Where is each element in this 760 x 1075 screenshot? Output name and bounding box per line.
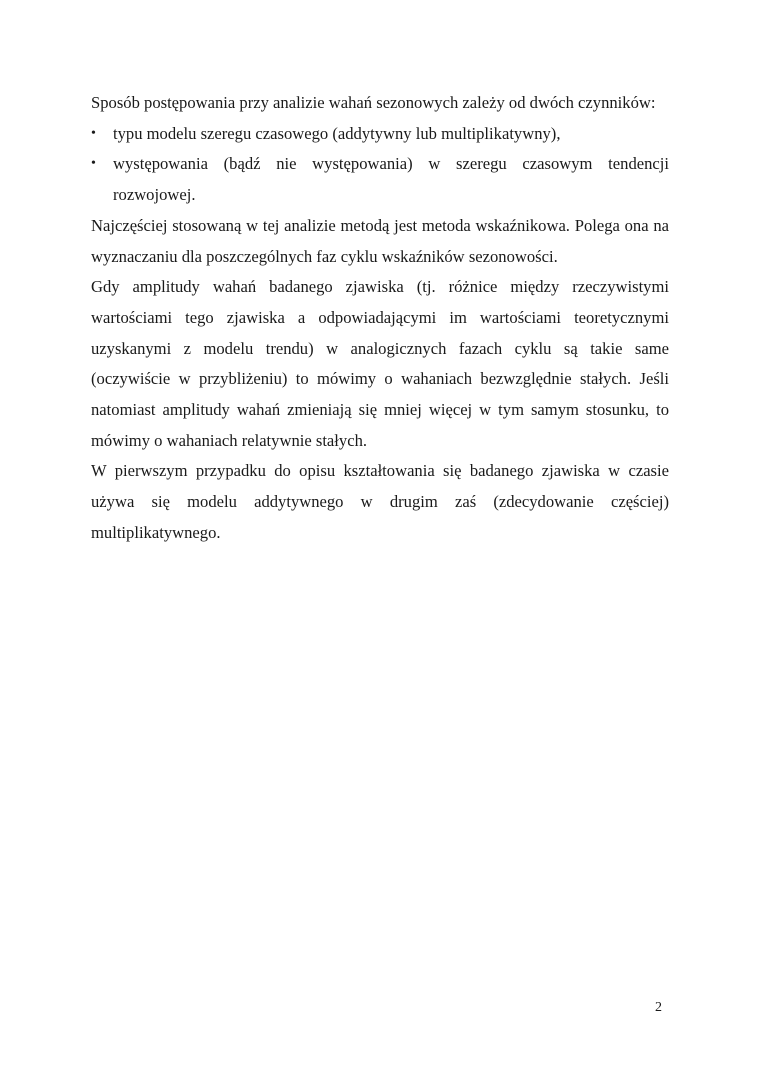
amplitude-paragraph: Gdy amplitudy wahań badanego zjawiska (tj. różnice między rzeczywistymi wartościami tego zjawiska a odpowiadającymi im wartościami teoretycznymi uzyskanymi z modelu trendu) w analogicznych fazach cyklu są takie same (oczywiście w przybliżeniu) to mówimy o wahaniach bezwzględnie stałych. Jeśli natomiast amplitudy wahań zmieniają się mniej więcej w tym samym stosunku, to mówimy o wahaniach relatywnie stałych. <box>91 277 669 450</box>
list-item <box>91 119 669 150</box>
list-item <box>91 149 669 210</box>
page-number: 2 <box>655 1000 662 1015</box>
page-body <box>91 88 669 549</box>
model-paragraph: W pierwszym przypadku do opisu kształtowania się badanego zjawiska w czasie używa się modelu addytywnego w drugim zaś (zdecydowanie częściej) multiplikatywnego. <box>91 461 669 542</box>
intro-paragraph: Sposób postępowania przy analizie wahań sezonowych zależy od dwóch czynników: <box>91 93 656 112</box>
list-item-text: typu modelu szeregu czasowego (addytywny lub multiplikatywny), <box>113 123 561 143</box>
factors-list <box>91 119 669 211</box>
list-item-text: występowania (bądź nie występowania) w szeregu czasowym tendencji rozwojowej. <box>113 154 669 205</box>
bullet-icon: • <box>91 125 96 141</box>
bullet-icon: • <box>91 156 96 172</box>
method-paragraph: Najczęściej stosowaną w tej analizie metodą jest metoda wskaźnikowa. Polega ona na wyznaczaniu dla poszczególnych faz cyklu wskaźników sezonowości. <box>91 215 669 266</box>
